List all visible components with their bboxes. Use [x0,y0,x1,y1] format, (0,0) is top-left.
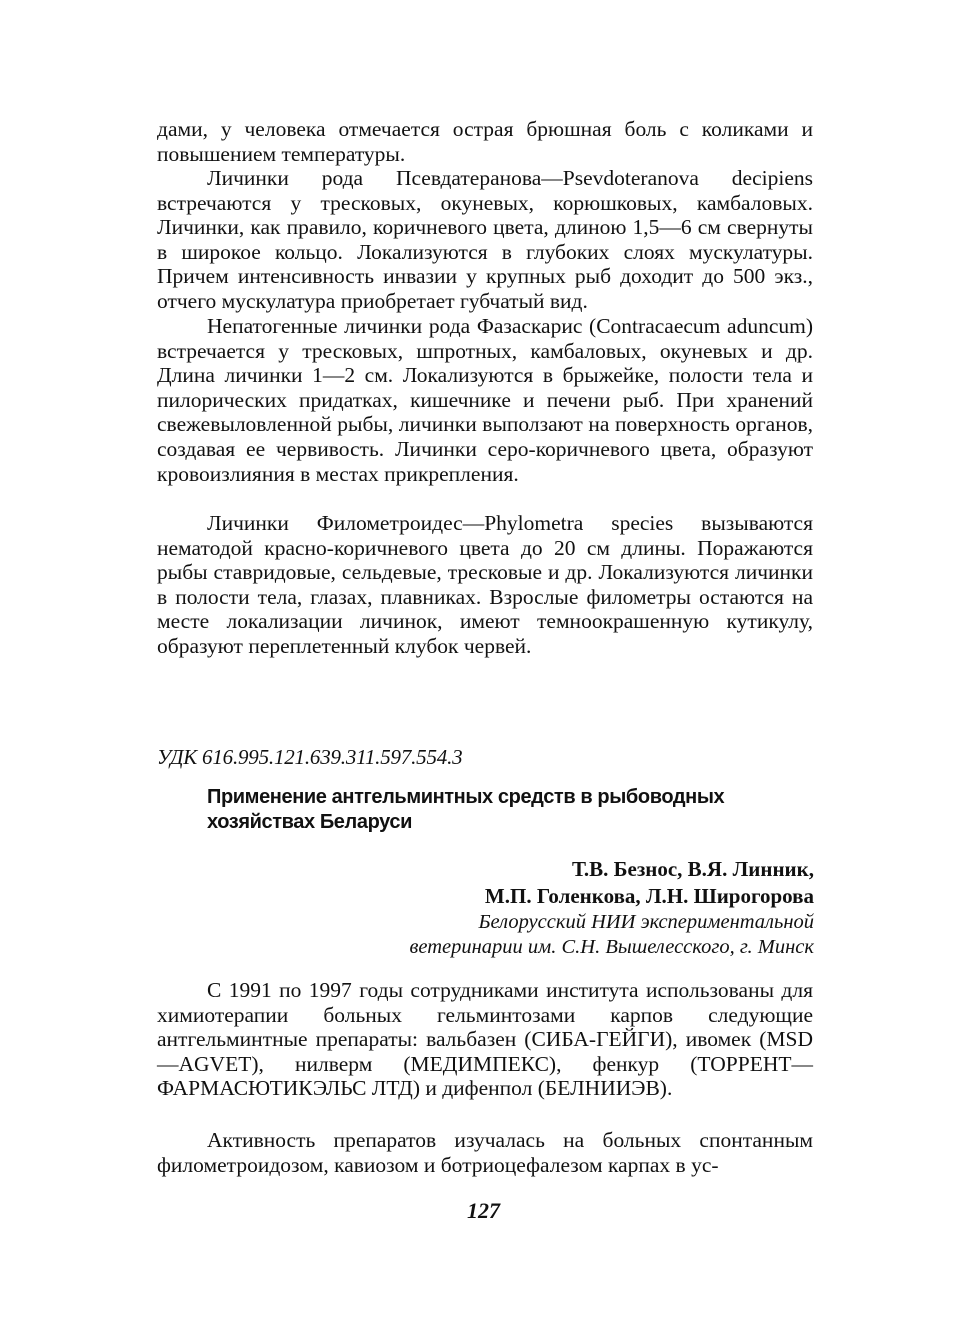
paragraph-pseudoterranova: Личинки рода Псевдатеранова—Psevdoteranova decipiens встречаются у тресковых, окуневых, корюшковых, камбаловых. Личинки, как правило, коричневого цвета, длиною 1,5—6 см свернуты в широкое кольцо. Локализуются в глубоких слоях мускулатуры. Причем интенсивность инвазии у крупных рыб доходит до 500 экз., отчего мускулатура приобретает губчатый вид. [157,166,813,313]
paragraph-intro: С 1991 по 1997 годы сотрудниками института использованы для химиотерапии больных гельминтозами карпов следующие антгельминтные препараты: вальбазен (СИБА-ГЕЙГИ), ивомек (MSD—AGVET), нилверм (МЕДИМПЕКС), фенкур (ТОРРЕНТ—ФАРМАСЮТИКЭЛЬС ЛТД) и дифенпол (БЕЛНИИЭВ). [157,978,813,1101]
authors-line-2: М.П. Голенкова, Л.Н. Широгорова [484,884,814,908]
udk-code: УДК 616.995.121.639.311.597.554.3 [157,745,463,769]
article-title: Применение антгельминтных средств в рыбоводных хозяйствах Беларуси [207,786,725,833]
paragraph-activity: Активность препаратов изучалась на больных спонтанным филометроидозом, кавиозом и ботриоцефалезом карпах в ус- [157,1128,813,1177]
authors-line-1: Т.В. Безнос, В.Я. Линник, [571,857,814,881]
paragraph-continuation: дами, у человека отмечается острая брюшная боль с коликами и повышением температуры. [157,117,813,166]
paragraph-philometra: Личинки Филометроидес—Phylometra species вызываются нематодой красно-коричневого цвета до 20 см длины. Поражаются рыбы ставридовые, сельдевые, тресковые и др. Локализуются личинки в полости тела, глазах, плавниках. Взрослые филометры остаются на месте локализации личинок, имеют темноокрашенную кутикулу, образуют переплетенный клубок червей. [157,511,813,658]
paragraph-contracaecum: Непатогенные личинки рода Фазаскарис (Contracaecum aduncum) встречается у тресковых, шпротных, камбаловых, окуневых и др. Длина личинки 1—2 см. Локализуются в брыжейке, полости тела и пилорических придатках, кишечнике и печени рыб. При хранений свежевыловленной рыбы, личинки выползают на поверхность органов, создавая ее червивость. Личинки серо-коричневого цвета, образуют кровоизлияния в местах прикрепления. [157,314,813,486]
page-number: 127 [467,1198,500,1223]
affiliation-line-2: ветеринарии им. С.Н. Вышелесского, г. Минск [409,936,814,958]
affiliation-line-1: Белорусский НИИ экспериментальной [478,911,814,933]
